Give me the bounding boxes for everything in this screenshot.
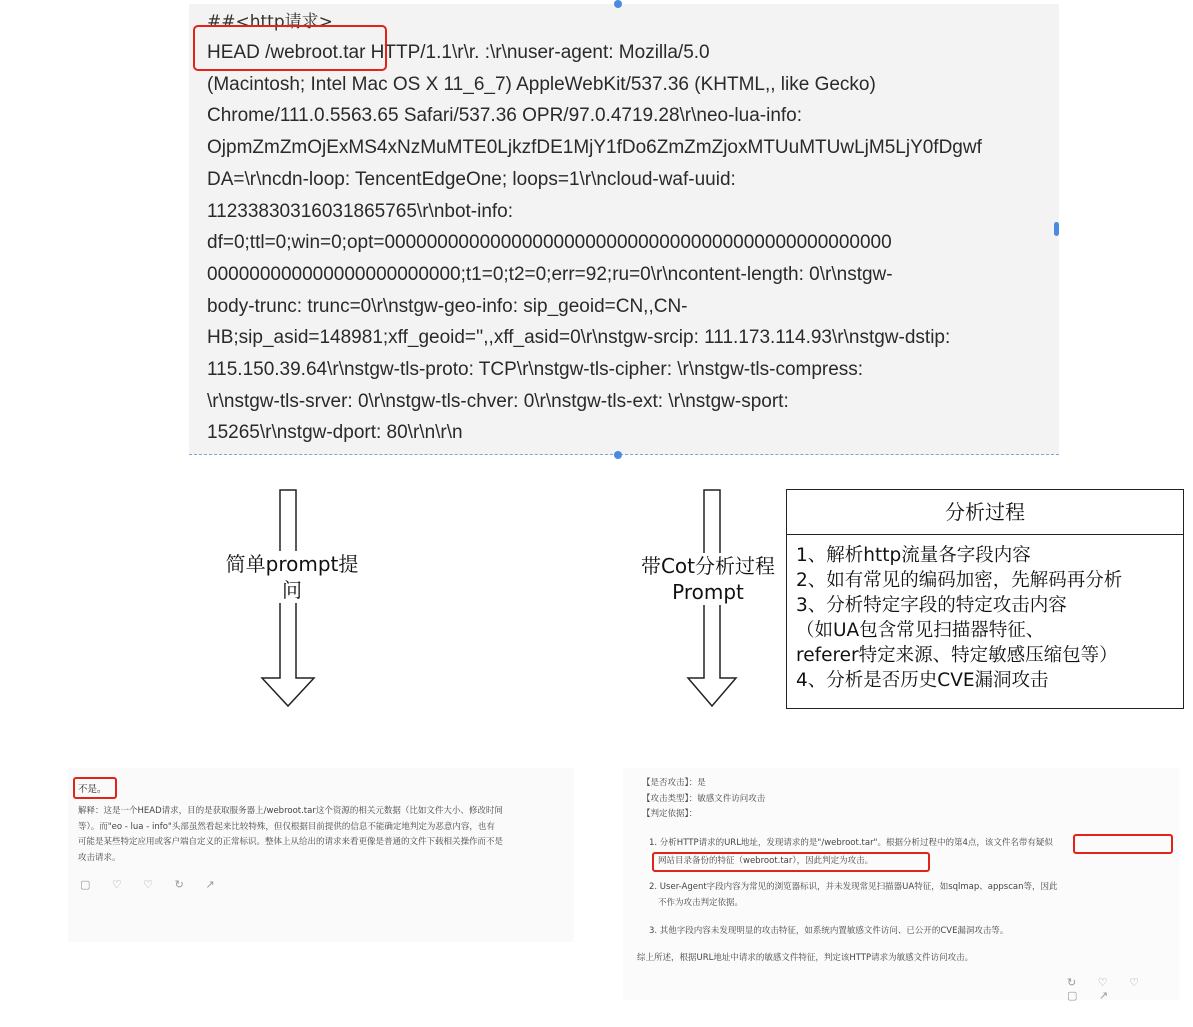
analysis-step: （如UA包含常见扫描器特征、 <box>796 620 1045 641</box>
http-line: HEAD /webroot.tar HTTP/1.1\r\r. :\r\nuser-agent: Mozilla/5.0 <box>207 42 710 63</box>
http-line: HB;sip_asid=148981;xff_geoid='',,xff_asid=0\r\nstgw-srcip: 111.173.114.93\r\nstgw-dstip: <box>207 327 951 349</box>
webroot-highlight-box <box>193 25 387 71</box>
analysis-step: referer特定来源、特定敏感压缩包等） <box>796 645 1118 666</box>
analysis-process-box <box>786 489 1184 709</box>
http-request-heading: ##<http请求> <box>207 12 333 32</box>
point1-highlight-b: 网站目录备份的特征（webroot.tar），因此判定为攻击。 <box>658 856 874 866</box>
point2 <box>649 880 1058 911</box>
right-branch-label-line2: Prompt <box>672 580 744 604</box>
http-line: 15265\r\nstgw-dport: 80\r\n\r\n <box>207 422 463 444</box>
analysis-steps <box>787 535 1183 693</box>
http-line: Chrome/111.0.5563.65 Safari/537.36 OPR/97.0.4719.28\r\neo-lua-info: <box>207 105 803 127</box>
right-branch-label <box>637 553 779 605</box>
right-branch-label-line1: 带Cot分析过程 <box>640 554 776 578</box>
point1-highlight-a: 该文件名带有疑似 <box>984 838 1053 848</box>
left-answer: 不是。 <box>78 784 107 795</box>
explanation-line: 攻击请求。 <box>78 852 121 863</box>
point2-line: 2. User-Agent字段内容为常见的浏览器标识，并未发现常见扫描器UA特征，如sqlmap、appscan等，因此 <box>649 882 1058 892</box>
answer-highlight-box <box>73 777 117 799</box>
http-request-box <box>189 4 1059 455</box>
left-action-icons[interactable]: ▢ ♡ ♡ ↻ ↗ <box>80 878 224 891</box>
analysis-step: 2、如有常见的编码加密，先解码再分析 <box>796 570 1123 591</box>
point2-line: 不作为攻击判定依据。 <box>658 897 744 908</box>
http-line: body-trunc: trunc=0\r\nstgw-geo-info: sip_geoid=CN,,CN- <box>207 295 688 317</box>
http-line: 000000000000000000000000;t1=0;t2=0;err=92;ru=0\r\ncontent-length: 0\r\nstgw- <box>207 263 893 285</box>
attack-type-line: 【攻击类型】：敏感文件访问攻击 <box>642 793 766 804</box>
http-line: df=0;ttl=0;win=0;opt=000000000000000000000000000000000000000000000000 <box>207 232 892 254</box>
selection-handle[interactable] <box>614 451 622 459</box>
point1-text: 1. 分析HTTP请求的URL地址，发现请求的是"/webroot.tar"。根据分析过程中的第4点， <box>649 838 985 848</box>
analysis-title: 分析过程 <box>787 490 1183 535</box>
right-header-lines <box>642 776 765 823</box>
analysis-step: 4、分析是否历史CVE漏洞攻击 <box>796 670 1049 691</box>
point3-line: 3. 其他字段内容未发现明显的攻击特征，如系统内置敏感文件访问、已公开的CVE漏洞攻击等。 <box>649 926 1009 936</box>
http-request-lines <box>207 37 1057 449</box>
summary-line: 综上所述，根据URL地址中请求的敏感文件特征，判定该HTTP请求为敏感文件访问攻击。 <box>637 953 974 963</box>
point1-line <box>649 836 1053 852</box>
simple-prompt-result <box>68 768 574 942</box>
left-explanation <box>78 804 503 866</box>
http-line: 11233830316031865765\r\nbot-info: <box>207 200 514 222</box>
right-action-icons[interactable]: ↻ ♡ ♡ ▢ ↗ <box>1067 976 1148 1002</box>
explanation-line: 解释：这是一个HEAD请求，目的是获取服务器上/webroot.tar这个资源的相关元数据（比如文件大小、修改时间 <box>78 806 503 816</box>
is-attack-line: 【是否攻击】：是 <box>642 778 706 788</box>
basis-line: 【判定依据】： <box>642 809 698 819</box>
selection-handle[interactable] <box>1054 222 1059 236</box>
basis-highlight-box-b <box>652 852 930 872</box>
http-line: DA=\r\ncdn-loop: TencentEdgeOne; loops=1\r\ncloud-waf-uuid: <box>207 168 736 190</box>
analysis-step: 3、分析特定字段的特定攻击内容 <box>796 595 1067 616</box>
http-line: (Macintosh; Intel Mac OS X 11_6_7) AppleWebKit/537.36 (KHTML,, like Gecko) <box>207 73 876 95</box>
explanation-line: 等）。而"eo - lua - info"头部虽然看起来比较特殊，但仅根据目前提供的信息不能确定地判定为恶意内容，也有 <box>78 821 495 832</box>
http-line: 115.150.39.64\r\nstgw-tls-proto: TCP\r\nstgw-tls-cipher: \r\nstgw-tls-compress: <box>207 359 864 381</box>
explanation-line: 可能是某些特定应用或客户端自定义的正常标识。整体上从给出的请求来看更像是普通的文件下载相关操作而不是 <box>78 837 504 847</box>
http-line: OjpmZmZmOjExMS4xNzMuMTE0LjkzfDE1MjY1fDo6ZmZmZjoxMTUuMTUwLjM5LjY0fDgwf <box>207 137 982 159</box>
http-line: \r\nstgw-tls-srver: 0\r\nstgw-tls-chver: 0\r\nstgw-tls-ext: \r\nstgw-sport: <box>207 390 789 412</box>
analysis-step: 1、解析http流量各字段内容 <box>796 545 1031 566</box>
cot-prompt-result <box>623 768 1179 1000</box>
selection-handle[interactable] <box>614 0 622 8</box>
left-branch-label: 简单prompt提问 <box>216 551 368 603</box>
basis-highlight-box-a <box>1073 834 1173 854</box>
